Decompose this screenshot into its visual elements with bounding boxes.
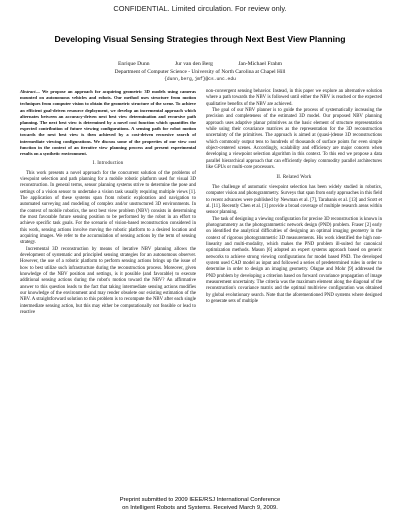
author-email: {dunn,berg,jmf}@cs.unc.edu [164, 77, 236, 82]
section-heading-related-work: II. Related Work [276, 175, 312, 181]
confidential-banner: CONFIDENTIAL. Limited circulation. For review only. [113, 4, 287, 13]
body-paragraph: Incremental 3D reconstruction by means of iterative NBV planning allows the development of systematic and principled sensing strategies for an autonomous observer. However, the use of a robotic platform to perform sensing actions brings up the issue of how to best utilize such infrastructure during the reconstruction process. Moreover, given knowledge of the NBV position and settings, is it possible (and favorable) to execute additional sensing actions during the robot's motion toward the NBV? An affirmative answer to this question leads to the fact that taking intermediate sensing actions modifies our knowledge of the environment and may render obsolete our existing estimation of the NBV. A straightforward solution to this problem is to recompute the NBV after each single intermediate sensing action, but this may either be computationally not feasible or lead to reactive [20, 246, 196, 316]
abstract-text: — We propose an approach for acquiring geometric 3D models using cameras mounted on autonomous vehicles and robots. Our method uses structure from motion techniques from computer vision to obtain the geometric structure of the scene. To achieve an efficient goal-driven resource deployment, we develop an incremental approach which alternates between an accuracy-driven next best view determination and recursive path planning. The next best view is determined by a novel cost function which quantifies the expected contribution of future viewing configurations. A sensing path for robot motion towards the next best view is then achieved by a cost-driven recursive search of intermediate viewing configurations. We discuss some of the properties of our view cost function in the context of an iterative view planning process and present experimental results on a synthetic environment. [20, 89, 196, 157]
section-heading-introduction: I. Introduction [92, 161, 124, 167]
body-paragraph: non-convergent sensing behavior. Instead, in this paper we explore an alternative solution where a path towards the NBV is followed until either the NBV is reached or the expected qualitative benefits of the NBV are achieved. [206, 89, 382, 107]
preprint-footer [0, 497, 400, 512]
footer-line: Preprint submitted to 2009 IEEE/RSJ International Conference [119, 497, 281, 503]
right-column [206, 89, 382, 305]
affiliation: Department of Computer Science - University of North Carolina at Chapel Hill [114, 69, 286, 75]
author-list [0, 61, 400, 67]
left-column [20, 89, 196, 316]
footer-line: on Intelligent Robots and Systems. Received March 9, 2009. [122, 504, 278, 511]
body-paragraph: The task of designing a viewing configuration for precise 3D reconstruction is known in photogrammetry as the photogrammetric network design (PND) problem. Fraser [2] early on identified the analytical difficulties of designing an optimal imaging geometry in the context of rigorous photogrammetric 3D measurements. His work identified the high non-linearity and multi-modality, which makes the PND problem ill-suited for canonical optimization methods. Mason [6] adopted an expert systems approach based on generic networks to achieve strong viewing configurations for model based PND. The developed system used CAD model as input and followed a series of predetermined rules in order to determine in order to design an imaging geometry. Olague and Mohr [9] addressed the PND problem by developing a criterion based on forward covariance propagation of image measurement uncertainty. The criteria was the maximum element along the diagonal of the reconstruction's covariance matrix and the optimal multiview configuration was obtained by global evolutionary search. Note that the aforementioned PND systems where designed to generate sets of multiple [206, 216, 382, 304]
abstract-lead: Abstract [20, 89, 36, 94]
body-paragraph: The goal of our NBV planner is to guide the process of systematically increasing the precision and completeness of the estimated 3D model. Our proposed NBV planning approach uses adaptive planar primitives as the basic element of structure representation while using their covariance matrices as the representation for the 3D reconstruction uncertainty of the primitives. The approach is aimed at (quasi-)dense 3D reconstructions which commonly output tens to hundreds of thousands of surface points for even simple object-centered scenes. Accordingly, scalability and efficiency are major concern when developing a viewpoint selection algorithm in this context. To this end we propose a data parallel hierarchical approach that can efficiently deploy commodity parallel architectures like GPUs or multi-core processors. [206, 108, 382, 171]
paper-title: Developing Visual Sensing Strategies through Next Best View Planning [54, 34, 346, 44]
body-paragraph: The challenge of automatic viewpoint selection has been widely studied in robotics, computer vision and photogrammetry. Surveys that span from early approaches in this field to recent advances were published by Newman et al. [7], Tarabanis et al. [13] and Scott et al. [11]. Recently Chen et al. [1] provide a broad coverage of multiple research areas within sensor planning. [206, 184, 382, 216]
author-name: Jur van den Berg [174, 61, 213, 67]
author-name: Jan-Michael Frahm [238, 61, 282, 67]
author-name: Enrique Dunn [118, 61, 150, 67]
body-paragraph: This work presents a novel approach for the concurrent solution of the problems of viewpoint selection and path planning for a mobile robotic platform used for visual 3D reconstruction. In general terms, sensor planning systems strive to determine the pose and settings of a vision sensor to undertake a vision task usually requiring multiple views [1]. The application of these systems span from robotic exploration and navigation to automated surveying and modeling of complex and/or unstructured 3D environments. In the context of mobile robotics, the next best view problem (NBV) consists in determining the most favorable future sensing position to be performed by the robot in an effort to achieve specific task goals. For the scenario of vision-based reconstruction considered in this work, sensing actions involve moving the robotic platform to a desired location and acquiring images. We refer to the accumulation of sensing actions by the term of sensing strategy. [20, 170, 196, 246]
abstract [20, 89, 196, 157]
